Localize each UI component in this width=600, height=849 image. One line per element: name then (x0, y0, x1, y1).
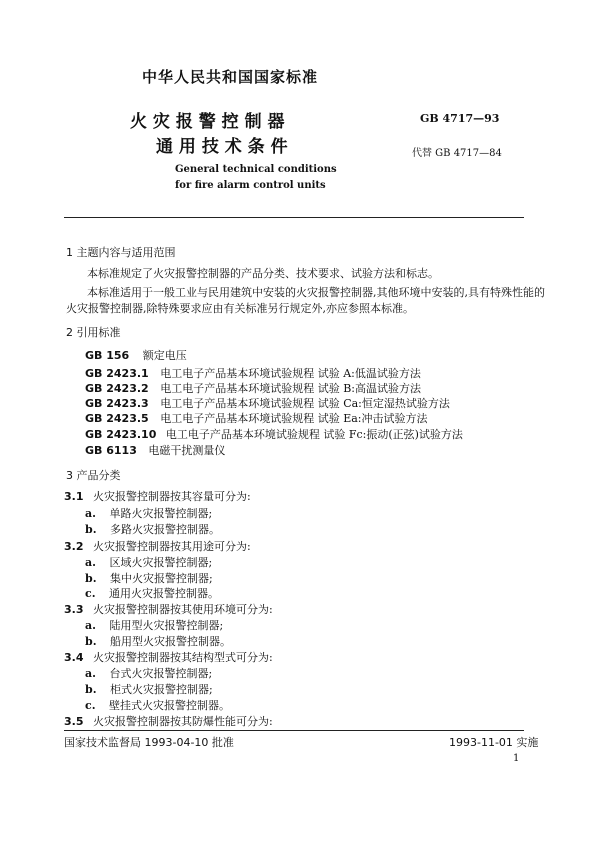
list-text: 通用火灾报警控制器。 (109, 587, 220, 600)
reference-item (85, 426, 463, 442)
clause-number: 3.1 (64, 490, 84, 503)
doc-title-line1: 火 灾 报 警 控 制 器 (130, 112, 285, 132)
reference-text: 电工电子产品基本环境试验规程 试验 Fc:振动(正弦)试验方法 (165, 428, 463, 441)
reference-text: 电工电子产品基本环境试验规程 试验 A:低温试验方法 (160, 367, 421, 380)
clause-text: 火灾报警控制器按其容量可分为: (93, 490, 251, 503)
clause (64, 601, 273, 617)
list-item (85, 570, 213, 586)
clause (64, 488, 251, 504)
clause-text: 火灾报警控制器按其防爆性能可分为: (93, 715, 273, 728)
list-item (85, 554, 212, 570)
reference-text: 电工电子产品基本环境试验规程 试验 Ea:冲击试验方法 (160, 412, 428, 425)
standard-org: 中华人民共和国国家标准 (142, 68, 319, 86)
list-marker: a. (85, 619, 96, 632)
doc-title-line2: 通 用 技 术 条 件 (156, 137, 288, 157)
effective-date: 1993-11-01 实施 (449, 736, 539, 749)
section-1-paragraph-2a: 本标准适用于一般工业与民用建筑中安装的火灾报警控制器,其他环境中安装的,具有特殊性能的 (87, 286, 545, 299)
list-marker: a. (85, 556, 96, 569)
list-text: 多路火灾报警控制器。 (110, 523, 221, 536)
clause-text: 火灾报警控制器按其使用环境可分为: (93, 603, 273, 616)
section-2-title: 2 引用标准 (66, 326, 121, 339)
english-title-line1: General technical conditions (175, 164, 337, 175)
list-marker: c. (85, 587, 96, 600)
list-item (85, 681, 213, 697)
clause (64, 538, 251, 554)
section-1-title: 1 主题内容与适用范围 (66, 246, 176, 259)
clause-number: 3.2 (64, 540, 84, 553)
reference-code: GB 2423.3 (85, 397, 149, 410)
clause-number: 3.4 (64, 651, 84, 664)
reference-item (85, 365, 421, 381)
reference-item (85, 395, 450, 411)
list-item (85, 617, 223, 633)
clause-text: 火灾报警控制器按其用途可分为: (93, 540, 251, 553)
list-marker: c. (85, 699, 96, 712)
reference-code: GB 2423.1 (85, 367, 149, 380)
reference-text: 电工电子产品基本环境试验规程 试验 Ca:恒定湿热试验方法 (160, 397, 450, 410)
standard-code: GB 4717—93 (420, 112, 500, 125)
list-item (85, 521, 220, 537)
list-text: 船用型火灾报警控制器。 (110, 635, 232, 648)
clause-number: 3.3 (64, 603, 84, 616)
list-marker: a. (85, 507, 96, 520)
list-text: 集中火灾报警控制器; (110, 572, 213, 585)
list-text: 单路火灾报警控制器; (109, 507, 213, 520)
list-text: 壁挂式火灾报警控制器。 (109, 699, 231, 712)
list-item (85, 505, 212, 521)
reference-item (85, 442, 225, 458)
page-number: 1 (513, 753, 520, 764)
footer-rule (64, 730, 524, 731)
english-title-line2: for fire alarm control units (175, 180, 326, 191)
section-1-paragraph-2b: 火灾报警控制器,除特殊要求应由有关标准另行规定外,亦应参照本标准。 (66, 302, 414, 315)
list-marker: b. (85, 523, 97, 536)
section-1-paragraph-1: 本标准规定了火灾报警控制器的产品分类、技术要求、试验方法和标志。 (87, 267, 439, 280)
list-item (85, 585, 219, 601)
list-item (85, 633, 231, 649)
approval-date: 国家技术监督局 1993-04-10 批准 (64, 736, 234, 749)
clause-number: 3.5 (64, 715, 84, 728)
reference-text: 额定电压 (142, 349, 187, 362)
list-marker: a. (85, 667, 96, 680)
list-marker: b. (85, 572, 97, 585)
header-rule (64, 217, 524, 218)
list-item (85, 697, 230, 713)
reference-item (85, 347, 187, 363)
list-text: 柜式火灾报警控制器; (110, 683, 213, 696)
reference-code: GB 156 (85, 349, 130, 362)
section-3-title: 3 产品分类 (66, 469, 121, 482)
list-text: 陆用型火灾报警控制器; (109, 619, 224, 632)
reference-code: GB 2423.5 (85, 412, 149, 425)
replaces-code: 代替 GB 4717—84 (412, 148, 502, 159)
clause-text: 火灾报警控制器按其结构型式可分为: (93, 651, 273, 664)
reference-code: GB 2423.2 (85, 382, 149, 395)
clause (64, 713, 273, 729)
reference-item (85, 410, 428, 426)
list-marker: b. (85, 683, 97, 696)
list-marker: b. (85, 635, 97, 648)
reference-code: GB 2423.10 (85, 428, 157, 441)
reference-code: GB 6113 (85, 444, 137, 457)
reference-item (85, 380, 421, 396)
list-item (85, 665, 212, 681)
reference-text: 电磁干扰测量仪 (148, 444, 226, 457)
list-text: 台式火灾报警控制器; (109, 667, 213, 680)
clause (64, 649, 273, 665)
reference-text: 电工电子产品基本环境试验规程 试验 B:高温试验方法 (160, 382, 421, 395)
list-text: 区域火灾报警控制器; (109, 556, 213, 569)
